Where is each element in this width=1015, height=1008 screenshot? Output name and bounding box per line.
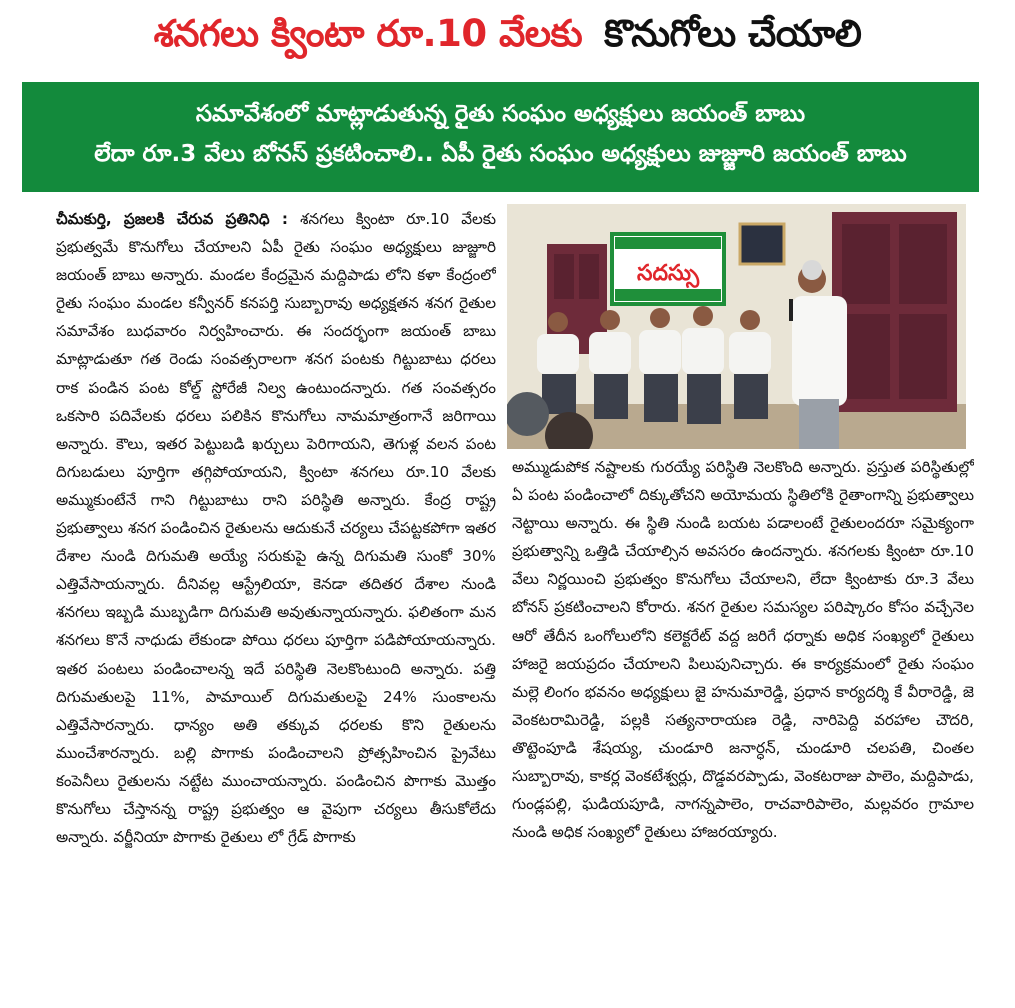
headline xyxy=(0,0,1015,76)
subhead-line-2: లేదా రూ.3 వేలు బోనస్ ప్రకటించాలి.. ఏపీ రైతు సంఘం అధ్యక్షులు జుజ్జూరి జయంత్ బాబు xyxy=(94,141,907,167)
subhead-banner xyxy=(22,82,979,192)
headline-black-part: కొనుగోలు చేయాలి xyxy=(604,12,862,55)
headline-red-part: శనగలు క్వింటా రూ.10 వేలకు xyxy=(153,12,583,55)
subhead-line-1: సమావేశంలో మాట్లాడుతున్న రైతు సంఘం అధ్యక్షులు జయంత్ బాబు xyxy=(195,101,806,127)
article-column-left xyxy=(56,205,496,995)
dateline: చీమకుర్తి, ప్రజలకి చేరువ ప్రతినిధి : xyxy=(56,210,301,228)
article-body-left: శనగలు క్వింటా రూ.10 వేలకు ప్రభుత్వమే కొనుగోలు చేయాలని ఏపీ రైతు సంఘం అధ్యక్షులు జుజ్జూరి జయంత్ బాబు అన్నారు. మండల కేంద్రమైన మద్దిపాడు లోని కళా కేంద్రంలో రైతు సంఘం మండల కన్వీనర్ కనపర్తి సుబ్బారావు అధ్యక్షతన శనగ రైతుల సమావేశం బుధవారం నిర్వహించారు. ఈ సందర్భంగా జయంత్ బాబు మాట్లాడుతూ గత రెండు సంవత్సరాలగా శనగ పంటకు గిట్టుబాటు ధరలు రాక పండిన పంట కోల్డ్ స్టోరేజీ నిల్వ ఉంటుందన్నారు. గత సంవత్సరం ఒకసారి పదివేలకు ధరలు పలికిన కొనుగోలు నామమాత్రంగానే జరిగాయి అన్నారు. కౌలు, ఇతర పెట్టుబడి ఖర్చులు పెరిగాయని, తెగుళ్ల వలన పంట దిగుబడులు పూర్తిగా తగ్గిపోయాయని, క్వింటా శనగలు రూ.10 వేలకు అమ్ముకుంటేనే గాని గిట్టుబాటు రాని పరిస్థితి అన్నారు. కేంద్ర రాష్ట్ర ప్రభుత్వాలు శనగ పండించిన రైతులను ఆదుకునే చర్యలు చేపట్టకపోగా ఇతర దేశాల నుండి దిగుమతి అయ్యే సరుకుపై ఉన్న దిగుమతి సుంకో 30% ఎత్తివేసాయన్నారు. దీనివల్ల ఆస్ట్రేలియా, కెనడా తదితర దేశాల నుండి శనగలు ఇబ్బడి ముబ్బడిగా దిగుమతి అవుతున్నాయన్నారు. ఫలితంగా మన శనగలు కొనే నాధుడు లేకుండా పోయి ధరలు పూర్తిగా పడిపోయాయన్నారు. ఇతర పంటలు పండించాలన్న ఇదే పరిస్థితి నెలకొంటుంది అన్నారు. పత్తి దిగుమతులపై 11%, పామాయిల్ దిగుమతులపై 24% సుంకాలను ఎత్తివేసారన్నారు. ధాన్యం అతి తక్కువ ధరలకు కొని రైతులను ముంచేశారన్నారు. బల్లి పొగాకు పండించాలని ప్రోత్సహించిన ప్రైవేటు కంపెనీలు రైతులను నట్టేట ముంచాయన్నారు. పండించిన పొగాకు మొత్తం కొనుగోలు చేస్తానన్న రాష్ట్ర ప్రభుత్వం ఆ వైపుగా చర్యలు తీసుకోలేదు అన్నారు. వర్జీనియా పొగాకు రైతులు లో గ్రేడ్ పొగాకు xyxy=(56,210,496,847)
meeting-photo-illustration xyxy=(507,204,966,449)
photo-banner-word: సదస్సు xyxy=(637,261,699,286)
article-column-right: అమ్ముడుపోక నష్టాలకు గురయ్యే పరిస్థితి నెలకొంది అన్నారు. ప్రస్తుత పరిస్థితుల్లో ఏ పంట పండించాలో దిక్కుతోచని అయోమయ స్థితిలోకి రైతాంగాన్ని ప్రభుత్వాలు నెట్టాయి అన్నారు. ఈ స్థితి నుండి బయట పడాలంటే రైతులందరూ సమైక్యంగా ప్రభుత్వాన్ని ఒత్తిడి చేయాల్సిన అవసరం ఉందన్నారు. శనగలకు క్వింటా రూ.10 వేలు నిర్ణయించి ప్రభుత్వం కొనుగోలు చేయాలని, లేదా క్వింటాకు రూ.3 వేలు బోనస్ ప్రకటించాలని కోరారు. శనగ రైతుల సమస్యల పరిష్కారం కోసం వచ్చేనెల ఆరో తేదీన ఒంగోలులోని కలెక్టరేట్ వద్ద జరిగే ధర్నాకు అధిక సంఖ్యలో రైతులు హాజరై జయప్రదం చేయాలని పిలుపునిచ్చారు. ఈ కార్యక్రమంలో రైతు సంఘం మల్లె లింగం భవనం అధ్యక్షులు జై హనుమారెడ్డి, ప్రధాన కార్యదర్శి కే వీరారెడ్డి, జె వెంకటరామిరెడ్డి, పల్లకి సత్యనారాయణ రెడ్డి, నారిపెద్ది వరహాల చౌదరి, తొట్టెంపూడి శేషయ్య, చుండూరి జనార్ధన్, చుండూరి చలపతి, చింతల సుబ్బారావు, కాకర్ల వెంకటేశ్వర్లు, దొడ్డవరప్పాడు, వెంకటరాజు పాలెం, మద్దిపాడు, గుండ్లపల్లి, ఘడియపూడి, నాగన్నపాలెం, రాచవారిపాలెం, మల్లవరం గ్రామాల నుండి అధిక సంఖ్యలో రైతులు హాజరయ్యారు. xyxy=(512,458,974,842)
meeting-photo xyxy=(507,204,966,449)
